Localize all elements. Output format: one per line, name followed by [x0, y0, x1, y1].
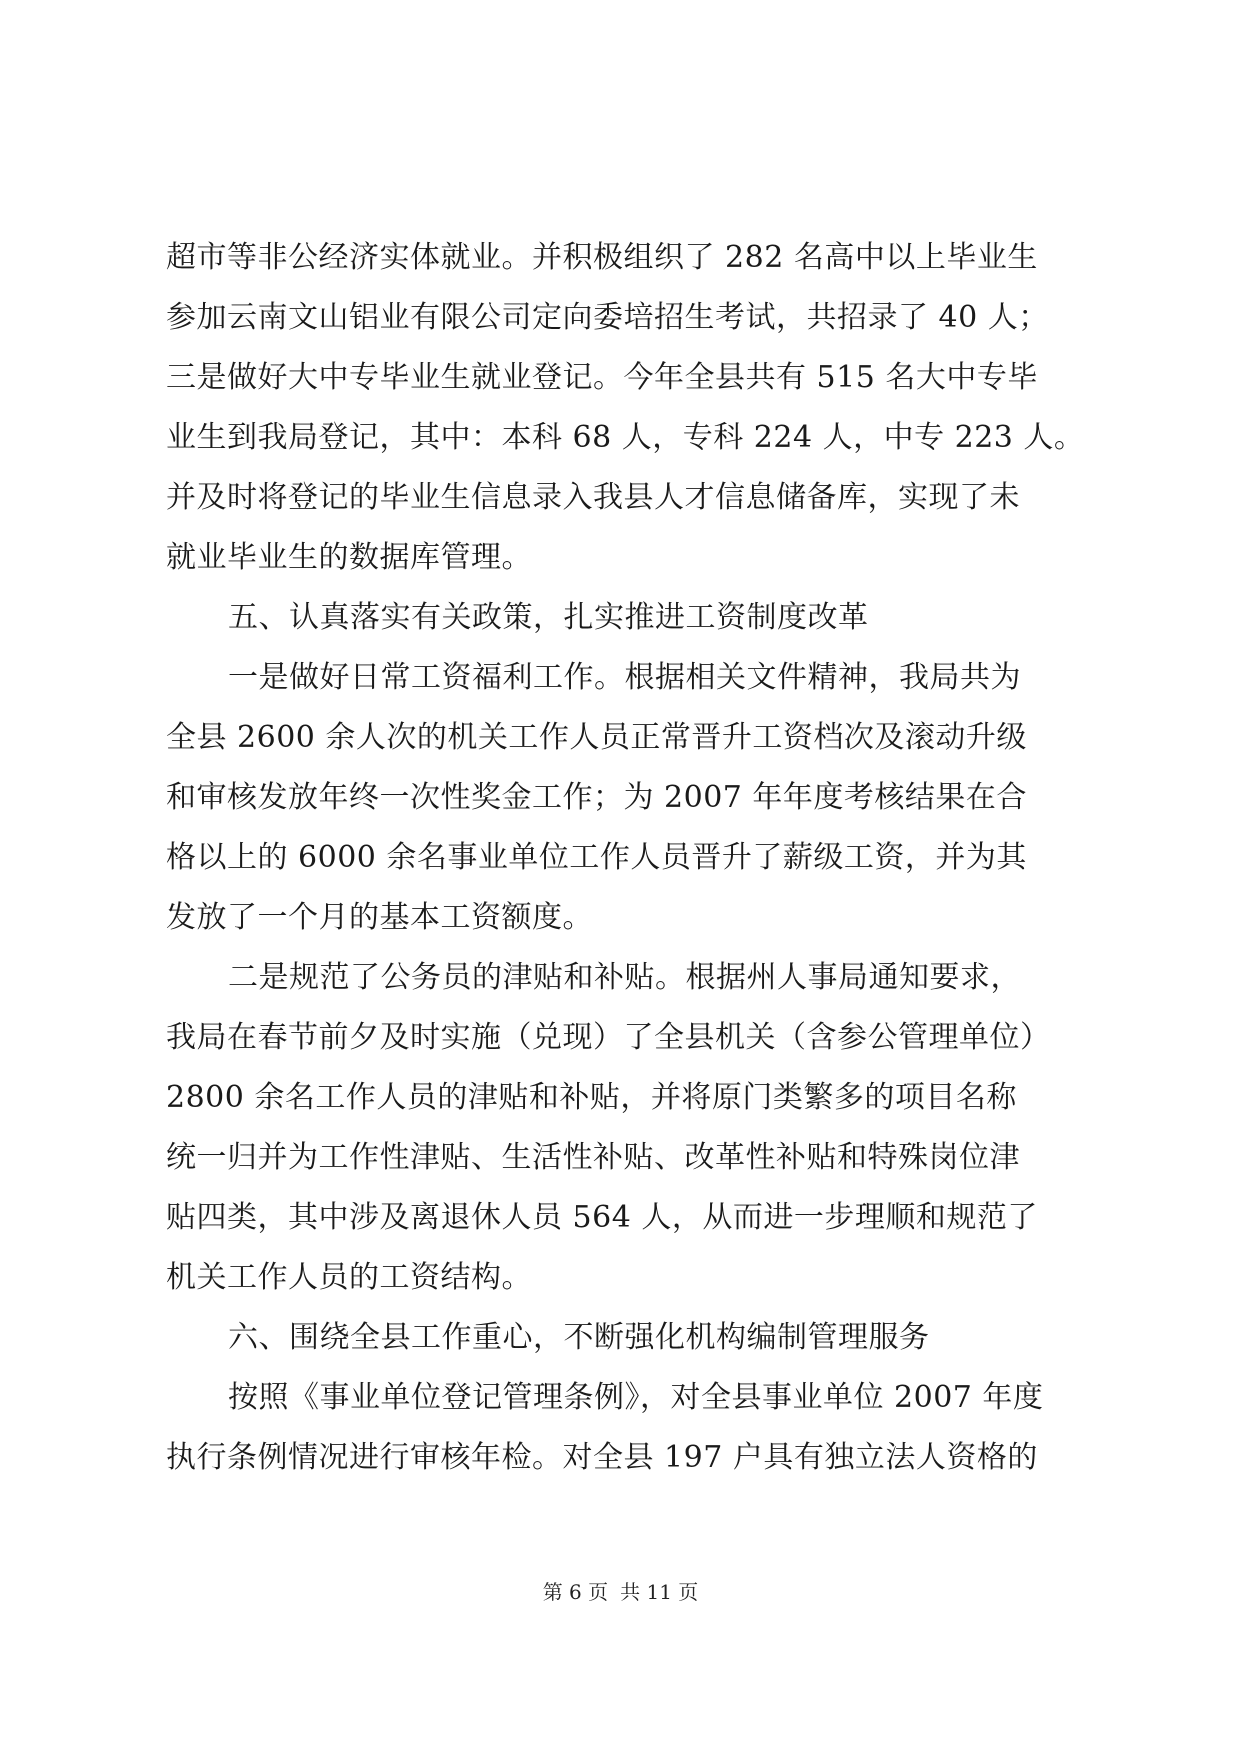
page-footer [0, 1578, 1241, 1606]
text-line: 超市等非公经济实体就业。并积极组织了 282 名高中以上毕业生 [166, 240, 1038, 275]
text-line: 就业毕业生的数据库管理。 [166, 540, 532, 575]
text-line: 机关工作人员的工资结构。 [166, 1260, 532, 1295]
text-line: 二是规范了公务员的津贴和补贴。根据州人事局通知要求， [228, 960, 1021, 995]
text-line: 发放了一个月的基本工资额度。 [166, 900, 593, 935]
text-line: 按照《事业单位登记管理条例》，对全县事业单位 2007 年度 [228, 1380, 1044, 1415]
text-line: 参加云南文山铝业有限公司定向委培招生考试，共招录了 40 人； [166, 300, 1049, 335]
text-line: 全县 2600 余人次的机关工作人员正常晋升工资档次及滚动升级 [166, 720, 1027, 755]
text-line: 格以上的 6000 余名事业单位工作人员晋升了薪级工资，并为其 [166, 840, 1027, 875]
text-line: 我局在春节前夕及时实施（兑现）了全县机关（含参公管理单位） [166, 1020, 1051, 1055]
text-line: 贴四类，其中涉及离退休人员 564 人，从而进一步理顺和规范了 [166, 1200, 1038, 1235]
section-heading: 五、认真落实有关政策，扎实推进工资制度改革 [228, 600, 869, 635]
text-line: 一是做好日常工资福利工作。根据相关文件精神，我局共为 [228, 660, 1021, 695]
section-heading: 六、围绕全县工作重心，不断强化机构编制管理服务 [228, 1320, 930, 1355]
text-line: 和审核发放年终一次性奖金工作；为 2007 年年度考核结果在合 [166, 780, 1027, 815]
text-line: 业生到我局登记，其中：本科 68 人，专科 224 人，中专 223 人。 [166, 420, 1085, 455]
text-line: 三是做好大中专毕业生就业登记。今年全县共有 515 名大中专毕 [166, 360, 1038, 395]
body-text [166, 228, 1085, 1488]
text-line: 执行条例情况进行审核年检。对全县 197 户具有独立法人资格的 [166, 1440, 1038, 1475]
text-line: 并及时将登记的毕业生信息录入我县人才信息储备库，实现了未 [166, 480, 1020, 515]
page-number: 第 6 页 [542, 1580, 609, 1604]
page-total: 共 11 页 [620, 1580, 699, 1604]
text-line: 2800 余名工作人员的津贴和补贴，并将原门类繁多的项目名称 [166, 1080, 1017, 1115]
text-line: 统一归并为工作性津贴、生活性补贴、改革性补贴和特殊岗位津 [166, 1140, 1020, 1175]
